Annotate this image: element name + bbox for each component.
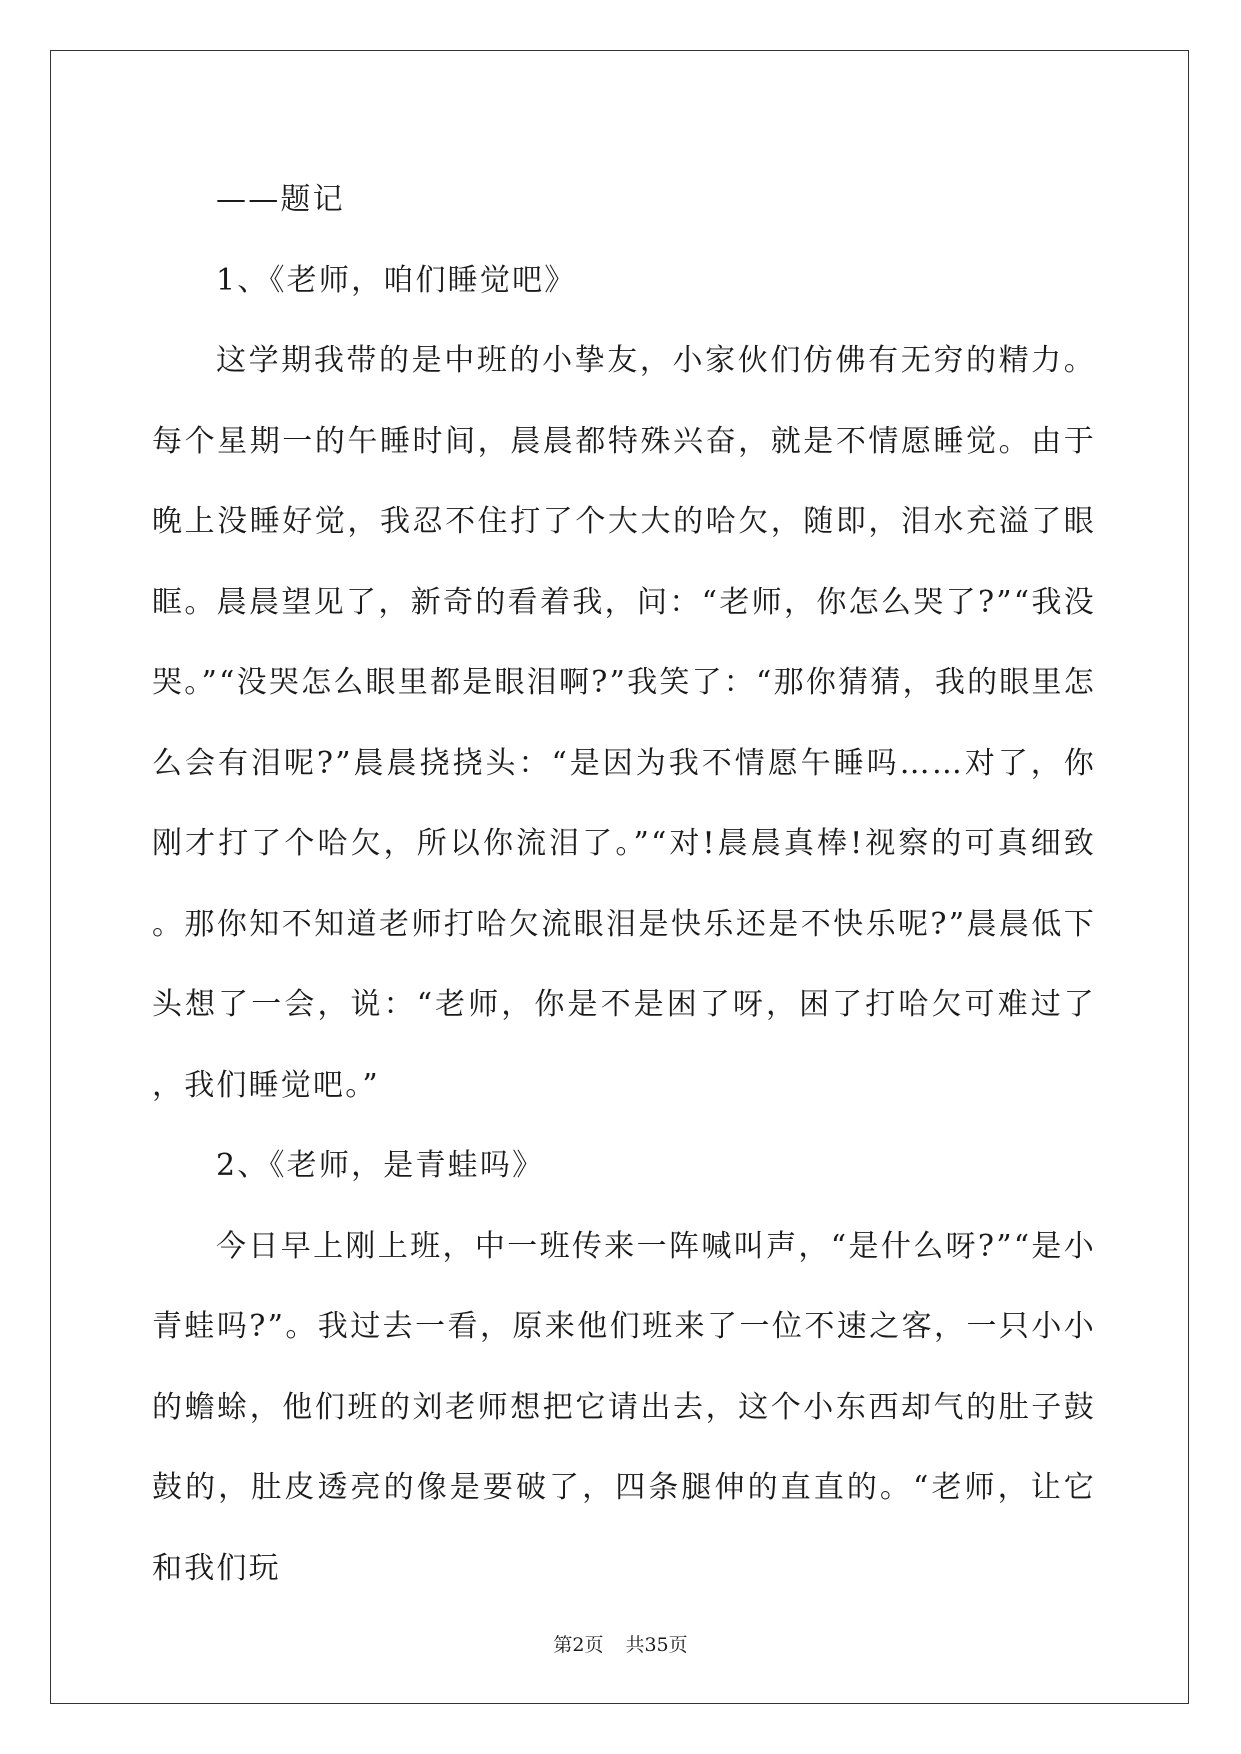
paragraph-1: 这学期我带的是中班的小挚友，小家伙们仿佛有无穷的精力。每个星期一的午睡时间，晨晨都特殊兴奋，就是不情愿睡觉。由于晚上没睡好觉，我忍不住打了个大大的哈欠，随即，泪水充溢了眼眶。晨晨望见了，新奇的看着我，问：“老师，你怎么哭了?”“我没哭。”“没哭怎么眼里都是眼泪啊?”我笑了：“那你猜猜，我的眼里怎么会有泪呢?”晨晨挠挠头：“是因为我不情愿午睡吗……对了，你刚才打了个哈欠，所以你流泪了。”“对!晨晨真棒!视察的可真细致。那你知不知道老师打哈欠流眼泪是快乐还是不快乐呢?”晨晨低下头想了一会，说：“老师，你是不是困了呀，困了打哈欠可难过了，我们睡觉吧。”	[152, 343, 1096, 1103]
section-heading-2: 2、《老师，是青蛙吗》	[216, 1148, 545, 1183]
page-total: 共35页	[625, 1634, 688, 1656]
document-body	[152, 160, 1096, 1609]
page-footer	[0, 1633, 1241, 1657]
page-number: 第2页	[553, 1634, 604, 1656]
section-heading-1: 1、《老师，咱们睡觉吧》	[216, 262, 577, 298]
epigraph: ——题记	[216, 182, 345, 217]
paragraph-2: 今日早上刚上班，中一班传来一阵喊叫声，“是什么呀?”“是小青蛙吗?”。我过去一看，原来他们班来了一位不速之客，一只小小的蟾蜍，他们班的刘老师想把它请出去，这个小东西却气的肚子鼓鼓的，肚皮透亮的像是要破了，四条腿伸的直直的。“老师，让它和我们玩	[152, 1228, 1096, 1586]
